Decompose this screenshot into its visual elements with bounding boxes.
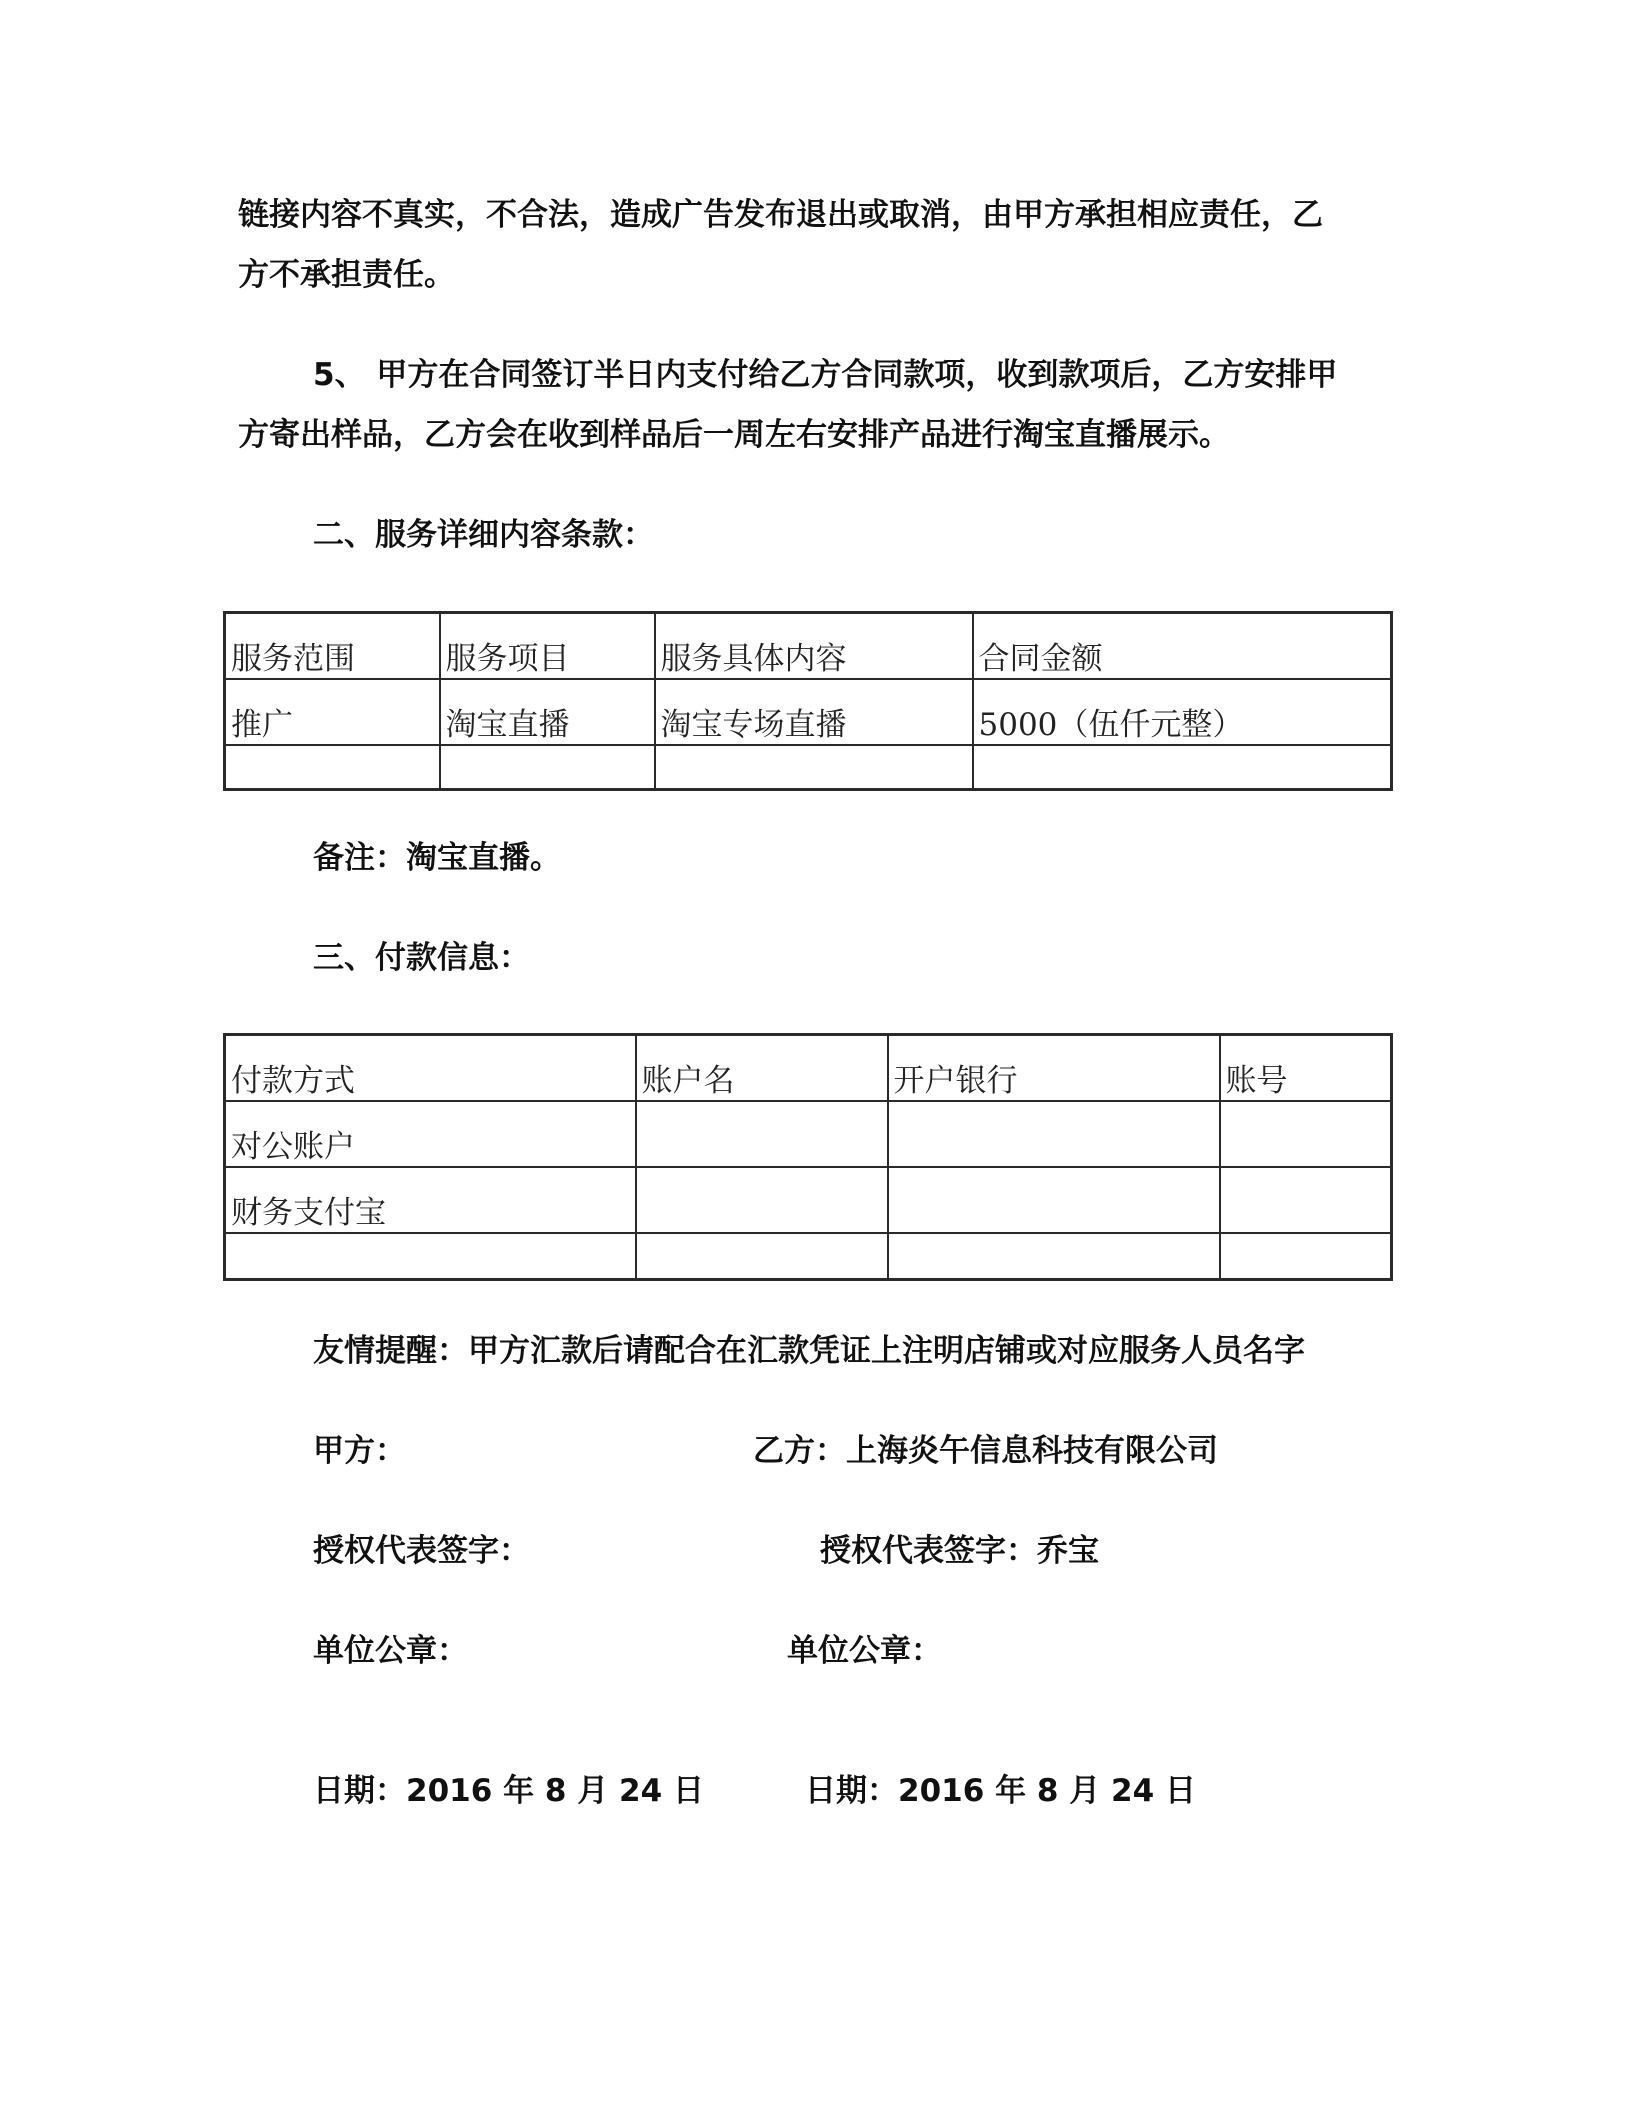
clause-5-line-1: 5、 甲方在合同签订半日内支付给乙方合同款项，收到款项后，乙方安排甲 [313, 357, 1338, 393]
clause-4-continued-line-1: 链接内容不真实，不合法，造成广告发布退出或取消，由甲方承担相应责任，乙 [238, 197, 1323, 233]
clause-4-continued-line-2: 方不承担责任。 [238, 257, 455, 293]
payment-table-cell [888, 1101, 1220, 1167]
payment-table-row [225, 1167, 1392, 1233]
payment-table-row [225, 1233, 1392, 1280]
section-3-title: 三、付款信息： [313, 940, 530, 976]
payment-table-cell [1220, 1233, 1392, 1280]
payment-reminder: 友情提醒：甲方汇款后请配合在汇款凭证上注明店铺或对应服务人员名字 [313, 1333, 1305, 1369]
service-table-cell: 淘宝直播 [440, 679, 655, 745]
party-a-label: 甲方： [313, 1433, 406, 1469]
payment-table-header-row [225, 1035, 1392, 1101]
party-a-company-seal: 单位公章： [313, 1633, 468, 1669]
payment-table-cell [636, 1167, 888, 1233]
payment-table-header-cell: 账户名 [636, 1035, 888, 1101]
service-table-header-cell: 合同金额 [973, 613, 1392, 679]
payment-table-header-cell: 账号 [1220, 1035, 1392, 1101]
service-table-cell [655, 745, 973, 790]
remark-text: 备注：淘宝直播。 [313, 840, 561, 876]
payment-table-cell: 财务支付宝 [225, 1167, 636, 1233]
payment-info-table [223, 1033, 1393, 1281]
service-table-row [225, 745, 1392, 790]
clause-5-line-2: 方寄出样品，乙方会在收到样品后一周左右安排产品进行淘宝直播展示。 [238, 417, 1230, 453]
service-table-header-cell: 服务范围 [225, 613, 440, 679]
service-table-cell: 5000（伍仟元整） [973, 679, 1392, 745]
party-b-authorized-signature: 授权代表签字：乔宝 [820, 1533, 1099, 1569]
section-2-title: 二、服务详细内容条款： [313, 517, 654, 553]
party-a-authorized-signature: 授权代表签字： [313, 1533, 530, 1569]
party-a-date: 日期：2016 年 8 月 24 日 [313, 1773, 704, 1809]
service-table-cell [973, 745, 1392, 790]
service-table-cell [225, 745, 440, 790]
service-table-cell: 推广 [225, 679, 440, 745]
party-b-date: 日期：2016 年 8 月 24 日 [805, 1773, 1196, 1809]
service-table-cell: 淘宝专场直播 [655, 679, 973, 745]
party-b-label: 乙方：上海炎午信息科技有限公司 [753, 1433, 1218, 1469]
payment-table-cell: 对公账户 [225, 1101, 636, 1167]
service-table-cell [440, 745, 655, 790]
payment-table-cell [636, 1233, 888, 1280]
service-details-table [223, 611, 1393, 791]
payment-table-cell [888, 1233, 1220, 1280]
service-table-header-cell: 服务具体内容 [655, 613, 973, 679]
service-table-header-cell: 服务项目 [440, 613, 655, 679]
payment-table-header-cell: 付款方式 [225, 1035, 636, 1101]
payment-table-cell [1220, 1101, 1392, 1167]
payment-table-cell [1220, 1167, 1392, 1233]
party-b-company-seal: 单位公章： [787, 1633, 942, 1669]
payment-table-cell [225, 1233, 636, 1280]
payment-table-header-cell: 开户银行 [888, 1035, 1220, 1101]
service-table-row [225, 679, 1392, 745]
payment-table-cell [636, 1101, 888, 1167]
payment-table-cell [888, 1167, 1220, 1233]
payment-table-row [225, 1101, 1392, 1167]
service-table-header-row [225, 613, 1392, 679]
